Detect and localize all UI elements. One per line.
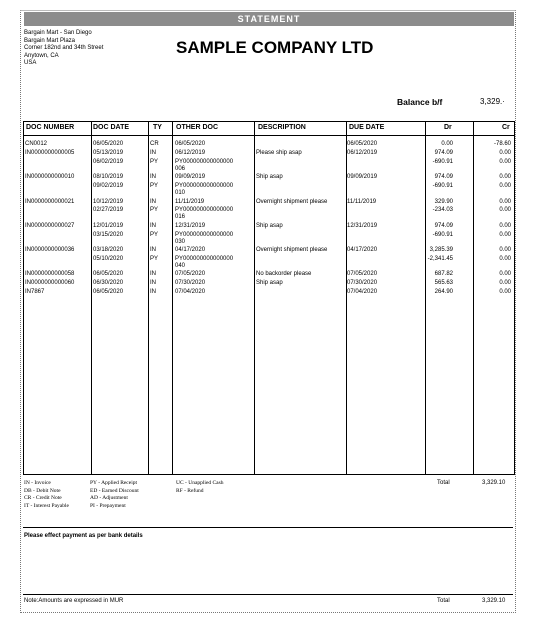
other-doc-line: 07/05/2020 [175, 271, 206, 278]
statement-title: STATEMENT [24, 12, 514, 26]
table-cell-other-doc [175, 174, 205, 181]
table-cell: IN7867 [25, 289, 45, 296]
total-value: 3,329.10 [482, 480, 506, 486]
other-doc-line: 07/04/2020 [175, 289, 206, 296]
table-cell: 565.63 [434, 280, 453, 287]
table-cell: 0.00 [499, 256, 511, 262]
table-cell: 04/17/2020 [347, 247, 378, 254]
table-cell: 0.00 [499, 207, 511, 214]
table-cell: 09/09/2019 [347, 174, 378, 181]
table-cell: IN0000000000060 [25, 280, 75, 287]
column-header-due-date: DUE DATE [349, 124, 385, 131]
other-doc-line: PY000000000000000 [175, 183, 234, 190]
table-cell: 974.09 [434, 174, 453, 181]
table-cell: PY [150, 256, 159, 262]
column-header-doc-number: DOC NUMBER [26, 124, 75, 131]
other-doc-line: PY000000000000000 [175, 207, 234, 214]
table-cell: PY [150, 231, 159, 238]
table-cell: IN [150, 174, 156, 181]
table-cell: 03/15/2020 [93, 231, 124, 238]
table-cell: IN0000000000058 [25, 271, 75, 278]
table-cell: 03/18/2020 [93, 247, 124, 254]
address-line: USA [24, 60, 37, 66]
table-cell: IN0000000000027 [25, 222, 75, 229]
table-cell: 264.90 [434, 289, 453, 296]
other-doc-line: PY000000000000000 [175, 231, 234, 238]
table-cell: -2,341.45 [427, 256, 453, 262]
table-cell: 06/12/2019 [347, 149, 378, 156]
legend-item: AD - Adjustment [90, 495, 128, 501]
table-cell: PY [150, 207, 159, 214]
other-doc-line: 06/05/2020 [175, 141, 206, 147]
table-cell-other-doc [175, 232, 233, 246]
table-cell: 07/30/2020 [347, 280, 378, 287]
column-header-other-doc: OTHER DOC [176, 124, 218, 131]
table-cell: 0.00 [499, 231, 511, 238]
table-cell: Overnight shipment please [256, 247, 328, 254]
table-cell: IN0000000000010 [25, 174, 75, 181]
legend-item: ED - Earned Discount [90, 487, 139, 494]
table-cell: 0.00 [499, 183, 511, 190]
table-cell: 0.00 [499, 247, 511, 254]
legend-item: DB - Debit Note [24, 487, 61, 494]
address-line: Anytown, CA [24, 52, 59, 59]
column-divider [172, 122, 173, 474]
table-cell: 08/10/2019 [93, 174, 124, 181]
table-cell: IN0000000000005 [25, 149, 75, 156]
table-cell: IN0000000000021 [25, 198, 75, 205]
table-cell: IN0000000000036 [25, 247, 75, 254]
table-cell: 0.00 [499, 280, 511, 287]
other-doc-line: 06/12/2019 [175, 149, 206, 156]
column-divider [148, 122, 149, 474]
table-cell: 05/13/2019 [93, 149, 124, 156]
other-doc-line: PY000000000000000 [175, 158, 234, 165]
other-doc-line: 12/31/2019 [175, 222, 206, 229]
other-doc-line: PY000000000000000 [175, 256, 234, 262]
other-doc-line: 010 [175, 190, 186, 197]
column-divider [91, 122, 92, 474]
table-cell: Ship asap [256, 174, 283, 181]
legend-item: IT - Interest Payable [24, 502, 69, 509]
table-cell: 974.09 [434, 149, 453, 156]
table-cell: Ship asap [256, 222, 283, 229]
balance-bf-label: Balance b/f [397, 97, 443, 107]
table-cell: -78.60 [493, 141, 511, 147]
table-cell: 06/05/2020 [93, 289, 124, 296]
legend-item: RF - Refund [176, 487, 204, 494]
table-cell: 3,285.39 [429, 247, 453, 254]
column-header-type: TY [153, 124, 162, 131]
table-cell-other-doc [175, 271, 205, 278]
table-cell: 10/12/2019 [93, 198, 124, 205]
footer-total-label: Total [437, 598, 450, 604]
column-divider [254, 122, 255, 474]
table-cell: 06/30/2020 [93, 280, 124, 287]
table-cell: 09/02/2019 [93, 183, 124, 190]
legend-item: PI - Prepayment [90, 502, 126, 509]
table-cell: IN [150, 271, 156, 278]
table-cell: IN [150, 149, 156, 156]
section-divider [23, 527, 513, 528]
other-doc-line: 07/30/2020 [175, 280, 206, 287]
table-cell-other-doc [175, 159, 233, 173]
table-cell-other-doc [175, 150, 205, 157]
column-divider [473, 122, 474, 474]
other-doc-line: 09/09/2019 [175, 174, 206, 181]
section-divider [23, 594, 513, 595]
table-cell-other-doc [175, 280, 205, 287]
table-cell: 12/31/2019 [347, 222, 378, 229]
balance-bf-value: 3,329.· [480, 97, 505, 106]
table-cell: 06/05/2020 [347, 141, 378, 147]
table-cell: 0.00 [499, 158, 511, 165]
legend-item: PY - Applied Receipt [90, 480, 137, 486]
column-header-doc-date: DOC DATE [93, 124, 130, 131]
table-cell-other-doc [175, 247, 205, 254]
table-cell: 02/27/2019 [93, 207, 124, 214]
header-separator [24, 135, 514, 136]
column-header-cr: Cr [502, 124, 510, 131]
table-cell: PY [150, 183, 159, 190]
other-doc-line: 04/17/2020 [175, 247, 206, 254]
page-bottom-border [20, 612, 514, 613]
table-cell: 07/04/2020 [347, 289, 378, 296]
other-doc-line: 11/11/2019 [175, 198, 205, 205]
address-line: Corner 182nd and 34th Street [24, 45, 104, 51]
table-cell: CR [150, 141, 159, 147]
table-cell: IN [150, 247, 156, 254]
table-cell: 11/11/2019 [347, 198, 377, 205]
address-line: Bargain Mart Plaza [24, 37, 76, 44]
table-cell: CN0012 [25, 141, 48, 147]
table-cell-other-doc [175, 199, 204, 206]
legend-item: UC - Unapplied Cash [176, 480, 224, 486]
company-name: SAMPLE COMPANY LTD [176, 38, 374, 57]
table-cell: -234.03 [432, 207, 453, 214]
table-cell: Please ship asap [256, 149, 302, 156]
table-cell: 0.00 [499, 174, 511, 181]
other-doc-line: 016 [175, 214, 186, 221]
table-cell: 329.90 [434, 198, 453, 205]
table-cell: 0.00 [499, 271, 511, 278]
table-cell: 06/05/2020 [93, 271, 124, 278]
table-cell: IN [150, 222, 156, 229]
table-cell: 06/02/2019 [93, 158, 124, 165]
table-cell-other-doc [175, 141, 205, 148]
table-cell: 0.00 [499, 198, 511, 205]
table-cell: IN [150, 280, 156, 287]
table-cell-other-doc [175, 289, 205, 296]
table-cell: No backorder please [256, 271, 312, 278]
other-doc-line: 040 [175, 263, 186, 269]
legend-item: IN - Invoice [24, 480, 51, 486]
table-cell: Ship asap [256, 280, 283, 287]
table-cell: 07/05/2020 [347, 271, 378, 278]
payment-instructions: Please effect payment as per bank details [24, 533, 143, 539]
table-cell-other-doc [175, 223, 205, 230]
footer-total-value: 3,329.10 [482, 598, 506, 604]
table-cell: 0.00 [499, 222, 511, 229]
table-cell: 05/10/2020 [93, 256, 124, 262]
column-header-dr: Dr [444, 124, 452, 131]
total-label: Total [437, 480, 450, 486]
table-cell: 12/01/2019 [93, 222, 124, 229]
table-cell: Overnight shipment please [256, 198, 328, 205]
column-header-description: DESCRIPTION [258, 124, 306, 131]
table-cell: IN [150, 198, 156, 205]
table-cell-other-doc [175, 183, 233, 197]
table-cell: IN [150, 289, 156, 296]
table-cell: -690.91 [432, 231, 453, 238]
table-cell: 0.00 [499, 149, 511, 156]
table-cell: PY [150, 158, 159, 165]
column-divider [425, 122, 426, 474]
address-line: Bargain Mart - San Diego [24, 30, 92, 36]
table-cell-other-doc [175, 207, 233, 221]
table-cell-other-doc [175, 256, 233, 270]
table-cell: 0.00 [441, 141, 453, 147]
transactions-table [23, 121, 515, 475]
other-doc-line: 030 [175, 238, 186, 245]
table-cell: 687.82 [434, 271, 453, 278]
table-cell: 06/05/2020 [93, 141, 124, 147]
table-cell: 974.09 [434, 222, 453, 229]
currency-note: Note:Amounts are expressed in MUR [24, 598, 124, 604]
table-cell: 0.00 [499, 289, 511, 296]
table-cell: -690.91 [432, 183, 453, 190]
legend-item: CR - Credit Note [24, 495, 62, 501]
customer-address [24, 30, 103, 68]
other-doc-line: 006 [175, 165, 186, 172]
table-cell: -690.91 [432, 158, 453, 165]
